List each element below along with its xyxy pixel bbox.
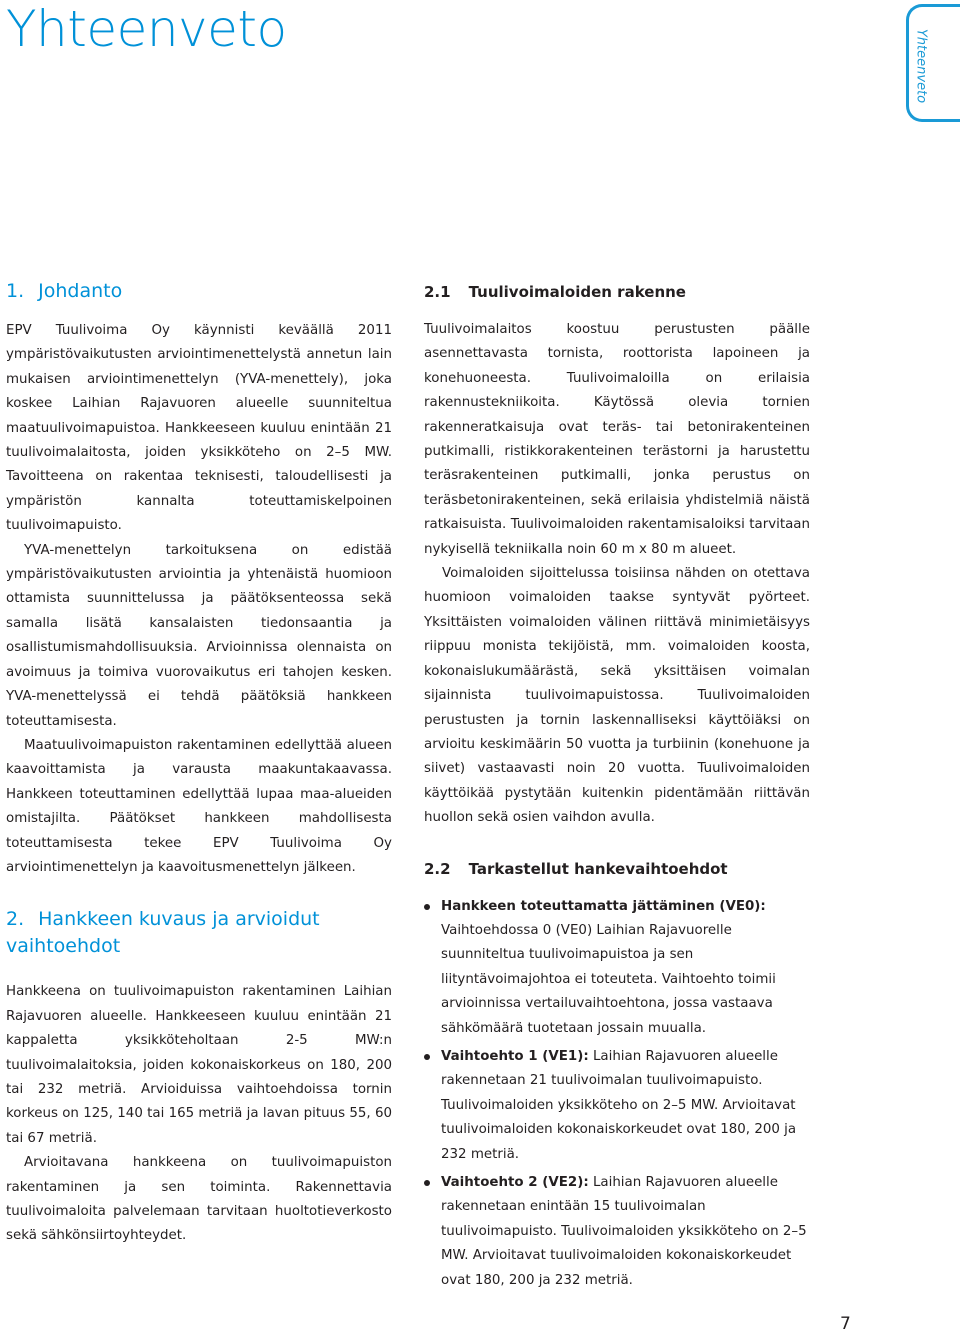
alternative-ve1-label: Vaihtoehto 1 (VE1): xyxy=(441,1048,589,1064)
alternative-ve2-text: Laihian Rajavuoren alueelle rakennetaan enintään 15 tuulivoimalan tuulivoimapuisto. Tuulivoimaloiden yksikköteho on 2–5 MW. Arvioitavat tuulivoimaloiden kokonaiskorkeudet ovat 180, 200 ja 232 metriä. xyxy=(441,1175,807,1288)
section-1-paragraph-1: EPV Tuulivoima Oy käynnisti keväällä 2011 ympäristövaikutusten arviointimenettelystä annetun lain mukaisen arviointimenettelyn (YVA-menettely), joka koskee Laihian Rajavuoren alueelle suunniteltua maatuulivoimapuistoa. Hankkeeseen kuuluu enintään 21 tuulivoimalaitosta, joiden yksikköteho on 2–5 MW. Tavoitteena on rakentaa teknisesti, taloudellisesti ja ympäristön kannalta toteuttamiskelpoinen tuulivoimapuisto. xyxy=(6,323,392,534)
section-2-1-number: 2.1 xyxy=(424,283,451,301)
alternatives-list xyxy=(424,895,810,1294)
section-2-2-heading xyxy=(424,857,810,881)
side-tab-label: Yhteenveto xyxy=(913,28,929,104)
section-1-paragraph-2: YVA-menettelyn tarkoituksena on edistää ympäristövaikutusten arviointia ja yhtenäistä huomioon ottamista suunnittelussa ja päätöksenteossa sekä samalla lisätä kansalaisten tiedonsaantia ja osallistumismahdollisuuksia. Arvioinnissa olennaista on avoimuus ja toimiva vuorovaikutus eri tahojen kesken. YVA-menettelyssä ei tehdä päätöksiä hankkeen toteuttamisesta. xyxy=(6,542,392,729)
section-1-title: Johdanto xyxy=(38,280,123,302)
right-column xyxy=(424,280,810,1297)
section-2-paragraph-1: Hankkeena on tuulivoimapuiston rakentaminen Laihian Rajavuoren alueelle. Hankkeeseen kuuluu enintään 21 kappaletta yksikköteholtaan 2-5 MW:n tuulivoimalaitoksia, joiden kokonaiskorkeus on 180, 200 tai 232 metriä. Arvioiduissa vaihtoehdoissa tornin korkeus on 125, 140 tai 165 metriä ja lavan pituus 55, 60 tai 67 metriä. xyxy=(6,984,392,1146)
alternative-ve0-label: Hankkeen toteuttamatta jättäminen (VE0): xyxy=(441,898,766,914)
section-1-number: 1. xyxy=(6,280,25,302)
section-2-2-title: Tarkastellut hankevaihtoehdot xyxy=(468,859,728,878)
page-number: 7 xyxy=(840,1314,851,1334)
alternative-ve1-text: Laihian Rajavuoren alueelle rakennetaan 21 tuulivoimalan tuulivoimapuisto. Tuulivoimaloiden yksikköteho on 2–5 MW. Arvioitavat tuulivoimaloiden kokonaiskorkeudet ovat 180, 200 ja 232 metriä. xyxy=(441,1048,797,1162)
section-2-1-heading xyxy=(424,280,810,304)
section-1-heading xyxy=(6,278,392,305)
section-2-1-title: Tuulivoimaloiden rakenne xyxy=(468,283,686,301)
section-1-paragraph-3: Maatuulivoimapuiston rakentaminen edellyttää alueen kaavoittamista ja varausta maakuntakaavassa. Hankkeen toteuttaminen edellyttää lupaa maa-alueiden omistajilta. Päätökset hankkeen mahdollisesta toteuttamisesta tekee EPV Tuulivoima Oy arviointimenettelyn ja kaavoitusmenettelyn jälkeen. xyxy=(6,737,392,875)
left-column xyxy=(6,278,392,1249)
alternative-ve0 xyxy=(424,895,810,1041)
section-side-tab xyxy=(906,4,960,122)
alternative-ve0-text: Vaihtoehdossa 0 (VE0) Laihian Rajavuorelle suunniteltua tuulivoimapuistoa ja sen liityntävoimajohtoa ei toteuteta. Vaihtoehto toimii arvioinnissa vertailuvaihtoehtona, jossa vastaava sähkömäärä tuotetaan jossain muualla. xyxy=(441,922,776,1036)
section-2-1-paragraph-1: Tuulivoimalaitos koostuu perustusten päälle asennettavasta tornista, roottorista lapoineen ja konehuoneesta. Tuulivoimaloilla on erilaisia rakennustekniikoita. Käytössä olevia tornien rakenneratkaisuja ovat teräs- tai betonirakenteinen putkimalli, ristikkorakenteinen terästorni ja harustettu teräsrakenteinen putkimalli, jonka perustus on teräsbetonirakenteinen, sekä erilaisia yhdistelmiä näistä ratkaisuista. Tuulivoimaloiden rakentamisaloiksi tarvitaan nykyisellä tekniikalla noin 60 m x 80 m alueet. xyxy=(424,322,810,557)
section-2-heading xyxy=(6,906,392,960)
section-2-2-number: 2.2 xyxy=(424,859,451,878)
alternative-ve2 xyxy=(424,1171,810,1293)
alternative-ve2-label: Vaihtoehto 2 (VE2): xyxy=(441,1175,589,1190)
alternative-ve1 xyxy=(424,1045,810,1167)
section-2-1-paragraph-2: Voimaloiden sijoittelussa toisiinsa nähden on otettava huomioon voimaloiden taakse syntyvät pyörteet. Yksittäisten voimaloiden välinen riittävä minimietäisyys riippuu monista tekijöistä, mm. voimaloiden koosta, kokonaislukumäärästä, sekä yksittäisen voimalan sijainnista tuulivoimapuistossa. Tuulivoimaloiden perustusten ja tornin laskennalliseksi käyttöiäksi on arvioitu keskimäärin 50 vuotta ja turbiinin (konehuone ja siivet) vastaavasti noin 20 vuotta. Tuulivoimaloiden käyttöikää pystytään kuitenkin pidentämään riittävän huollon sekä osien vaihdon avulla. xyxy=(424,566,810,826)
section-2-paragraph-2: Arvioitavana hankkeena on tuulivoimapuiston rakentaminen ja sen toiminta. Rakennettavia tuulivoimaloita palvelemaan tarvitaan huoltotieverkosto sekä sähkönsiirtoyhteydet. xyxy=(6,1155,392,1244)
section-2-title: Hankkeen kuvaus ja arvioidut vaihtoehdot xyxy=(6,908,320,958)
section-2-number: 2. xyxy=(6,908,25,931)
page-title: Yhteenveto xyxy=(6,0,287,58)
